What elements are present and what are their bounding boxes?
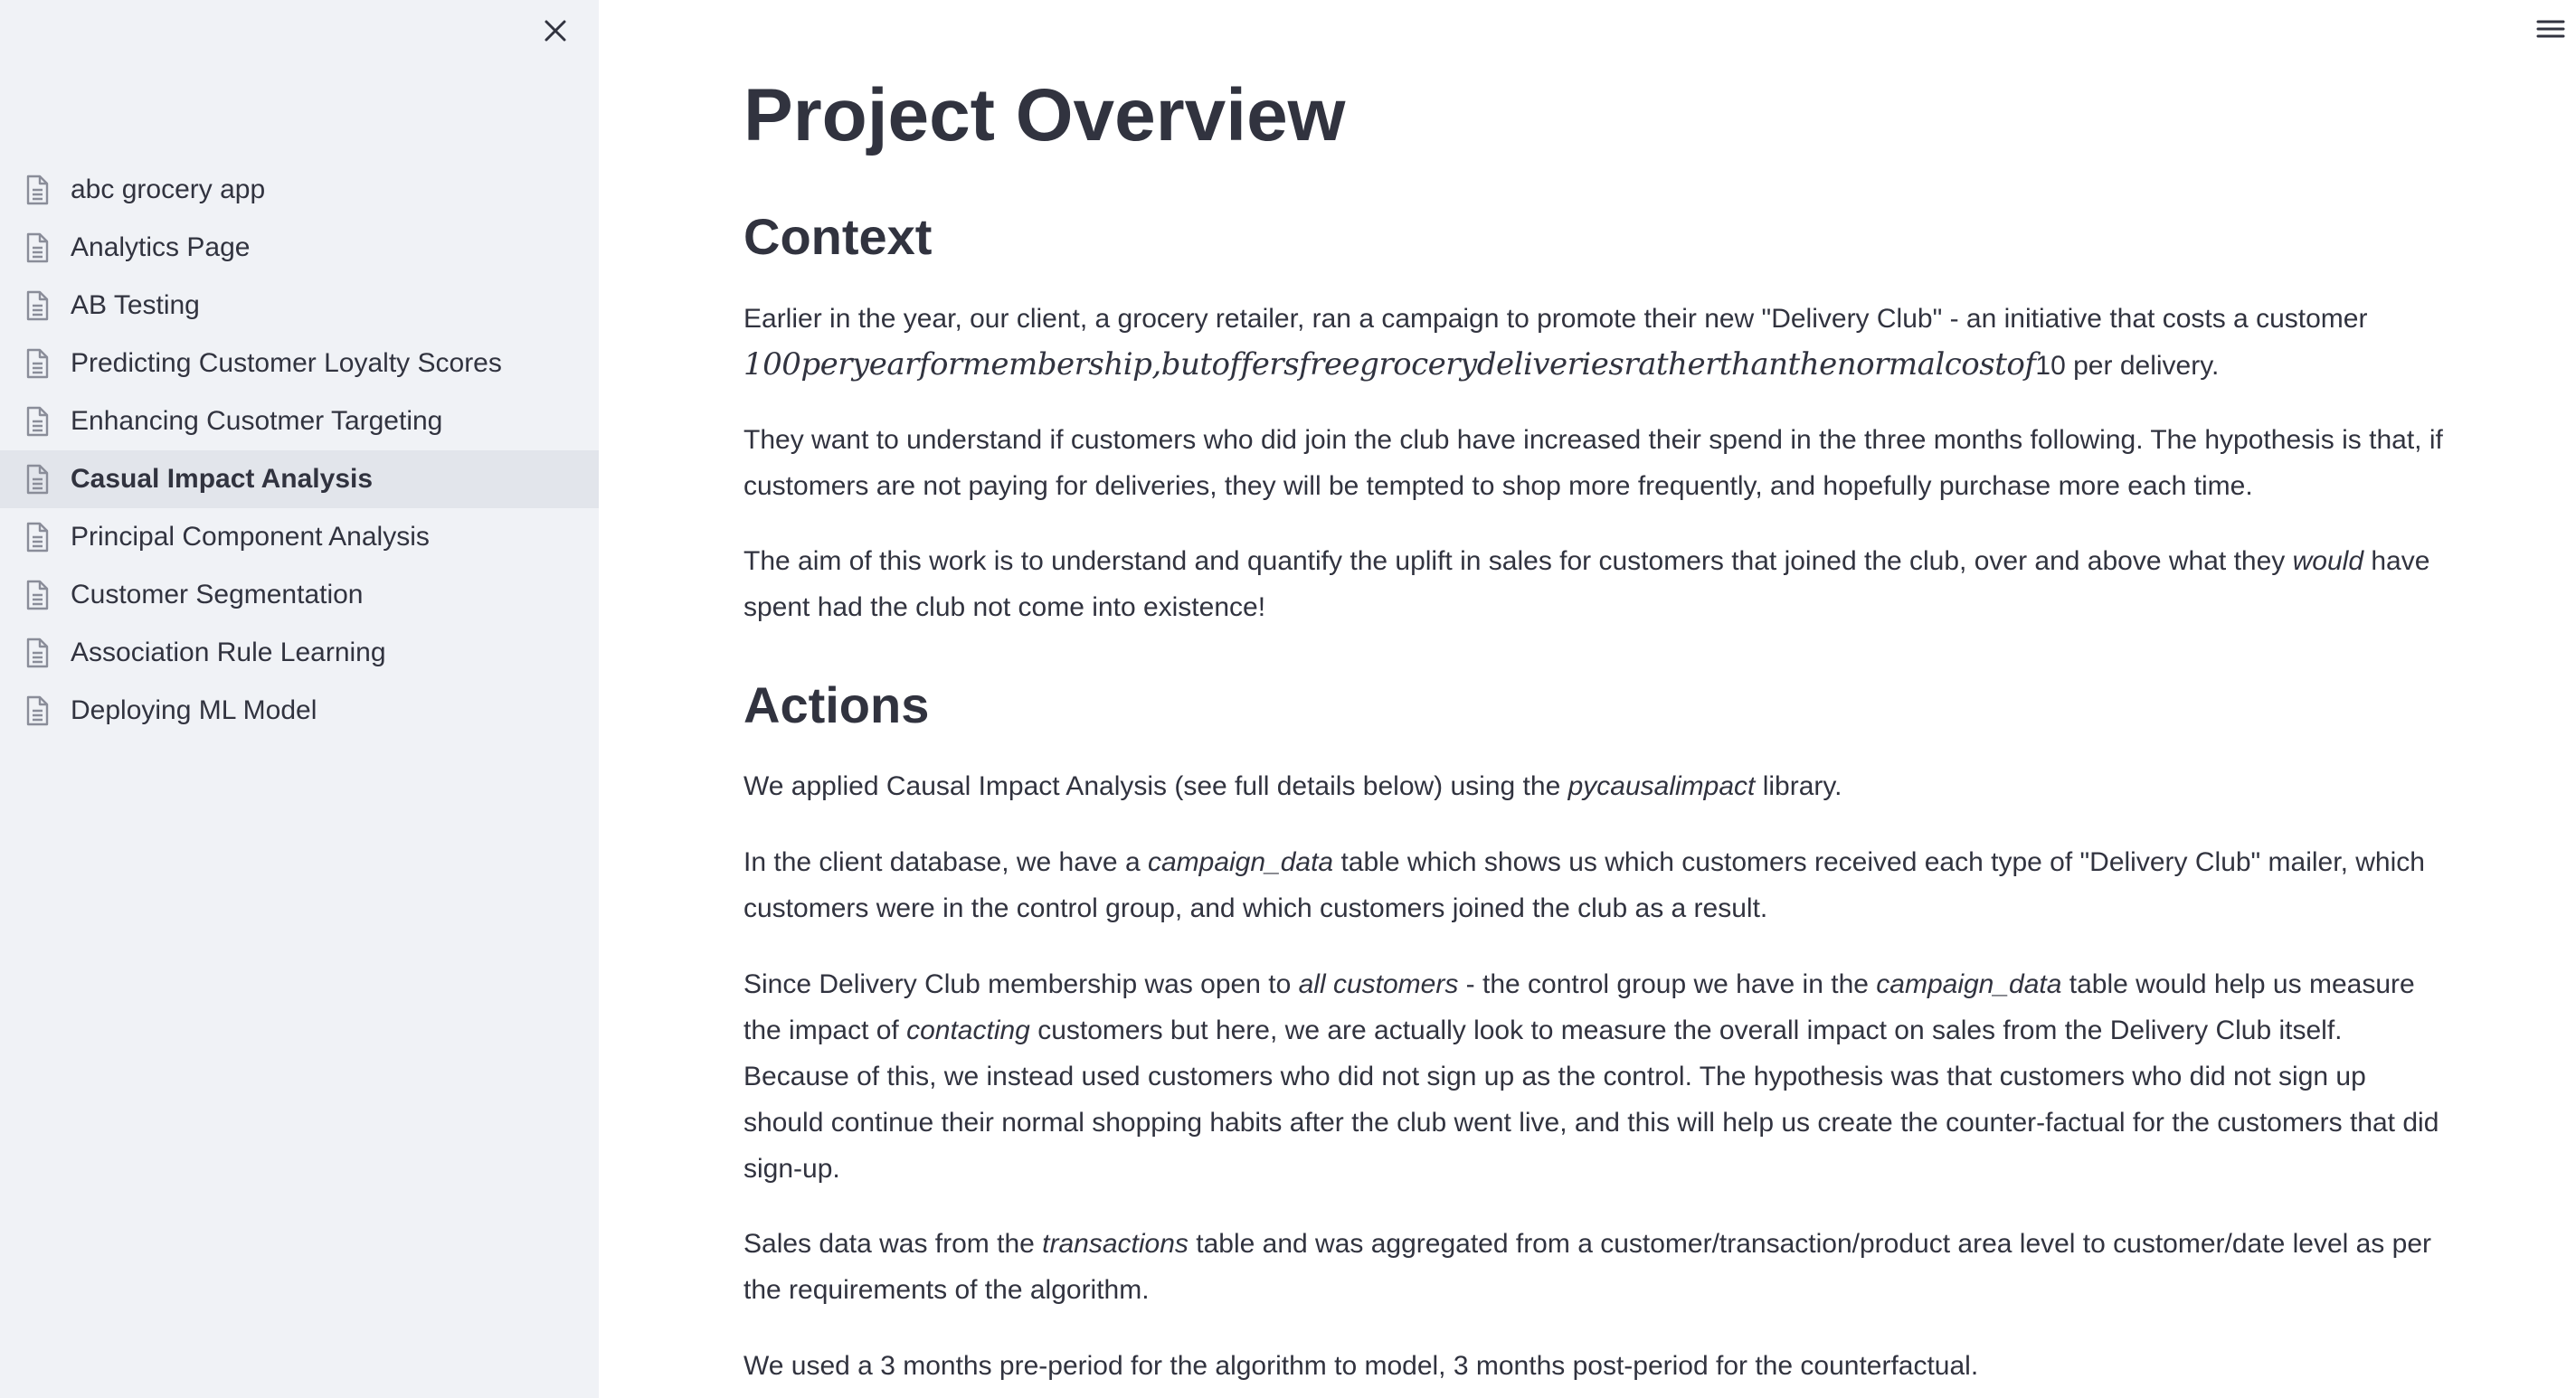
- context-paragraph-3: [743, 538, 2444, 630]
- context-p1-text: Earlier in the year, our client, a grocery retailer, ran a campaign to promote their new "Delivery Club" - an initiative that costs a customer: [743, 304, 2368, 334]
- actions-p3-emphasis-2: campaign_data: [1876, 969, 2062, 999]
- actions-paragraph-5: We used a 3 months pre-period for the algorithm to model, 3 months post-period for the counterfactual.: [743, 1351, 1979, 1381]
- close-icon: [544, 19, 567, 43]
- actions-p3-emphasis-1: all customers: [1298, 969, 1459, 999]
- context-p3-text-after: have spent had the club not come into existence!: [743, 546, 2430, 622]
- sidebar-item-label: Enhancing Cusotmer Targeting: [71, 406, 443, 436]
- actions-paragraph-1: [743, 763, 2444, 809]
- page-document-icon: [24, 637, 51, 669]
- actions-p3-text-1: Since Delivery Club membership was open to: [743, 969, 1299, 999]
- actions-p3-text-3: table would help us measure the impact of: [743, 969, 2415, 1045]
- sidebar: [0, 0, 599, 1398]
- sidebar-item-label: Association Rule Learning: [71, 638, 386, 667]
- sidebar-item[interactable]: [0, 335, 599, 392]
- sidebar-item-label: Casual Impact Analysis: [71, 464, 374, 494]
- page-document-icon: [24, 231, 51, 264]
- sidebar-item-label: abc grocery app: [71, 175, 266, 204]
- actions-p4-text: Sales data was from the: [743, 1229, 1043, 1259]
- sidebar-item[interactable]: [0, 161, 599, 219]
- page-document-icon: [24, 463, 51, 496]
- hamburger-menu-icon: [2536, 18, 2565, 40]
- actions-p2-emphasis: campaign_data: [1147, 847, 1334, 877]
- actions-p3-text-4: customers but here, we are actually look to measure the overall impact on sales from the Delivery Club itself. Because of this, we instead used customers who did not sign up as the control. The hypothesis was that customers who did not sign up should continue their normal shopping habits after the club went live, and this will help us create the counter-factual for the customers that did sign-up.: [743, 1015, 2439, 1184]
- page-document-icon: [24, 694, 51, 727]
- sidebar-item[interactable]: [0, 682, 599, 740]
- actions-p1-text: We applied Causal Impact Analysis (see full details below) using the: [743, 771, 1568, 801]
- sidebar-nav: [0, 161, 599, 740]
- actions-p1-emphasis: pycausalimpact: [1567, 771, 1756, 801]
- sidebar-item[interactable]: [0, 277, 599, 335]
- actions-heading: Actions: [743, 676, 930, 733]
- page-document-icon: [24, 347, 51, 380]
- actions-p2-text-after: table which shows us which customers received each type of "Delivery Club" mailer, which customers were in the control group, and which customers joined the club as a result.: [743, 847, 2425, 923]
- actions-p3-text-2: - the control group we have in the: [1458, 969, 1877, 999]
- page-document-icon: [24, 521, 51, 553]
- page-document-icon: [24, 289, 51, 322]
- context-p1-text-after: 10 per delivery.: [2035, 351, 2220, 381]
- actions-p3-emphasis-3: contacting: [906, 1015, 1030, 1045]
- sidebar-item-label: Analytics Page: [71, 232, 251, 262]
- page-document-icon: [24, 405, 51, 438]
- actions-p4-text-after: table and was aggregated from a customer/transaction/product area level to customer/date level as per the requirements of the algorithm.: [743, 1229, 2432, 1305]
- context-heading: Context: [743, 208, 933, 265]
- actions-p2-text: In the client database, we have a: [743, 847, 1148, 877]
- sidebar-item-label: Principal Component Analysis: [71, 522, 430, 552]
- sidebar-item[interactable]: [0, 624, 599, 682]
- page-title: Project Overview: [743, 74, 1346, 156]
- sidebar-item[interactable]: [0, 508, 599, 566]
- sidebar-item[interactable]: [0, 219, 599, 277]
- actions-paragraph-2: [743, 839, 2444, 931]
- context-paragraph-1: [743, 296, 2444, 389]
- sidebar-item[interactable]: [0, 392, 599, 450]
- sidebar-item-label: Predicting Customer Loyalty Scores: [71, 348, 502, 378]
- sidebar-item-label: Deploying ML Model: [71, 695, 317, 725]
- actions-p1-text-after: library.: [1755, 771, 1842, 801]
- actions-paragraph-4: [743, 1221, 2444, 1313]
- context-p1-math: 100peryearformembership,butoffersfreegrocerydeliveriesratherthanthenormalcostof: [743, 346, 2036, 383]
- sidebar-item[interactable]: [0, 566, 599, 624]
- main-menu-button[interactable]: [2533, 13, 2569, 45]
- actions-paragraph-3: [743, 961, 2444, 1192]
- sidebar-item[interactable]: [0, 450, 599, 508]
- sidebar-item-label: Customer Segmentation: [71, 580, 364, 609]
- page-document-icon: [24, 174, 51, 206]
- context-p3-emphasis: would: [2292, 546, 2364, 576]
- context-p3-text: The aim of this work is to understand and quantify the uplift in sales for customers that joined the club, over and above what they: [743, 546, 2293, 576]
- sidebar-item-label: AB Testing: [71, 290, 200, 320]
- context-paragraph-2: They want to understand if customers who did join the club have increased their spend in the three months following. The hypothesis is that, if customers are not paying for deliveries, they will be tempted to shop more frequently, and hopefully purchase more each time.: [743, 425, 2443, 501]
- close-sidebar-button[interactable]: [537, 13, 573, 49]
- page-document-icon: [24, 579, 51, 611]
- actions-p4-emphasis: transactions: [1042, 1229, 1189, 1259]
